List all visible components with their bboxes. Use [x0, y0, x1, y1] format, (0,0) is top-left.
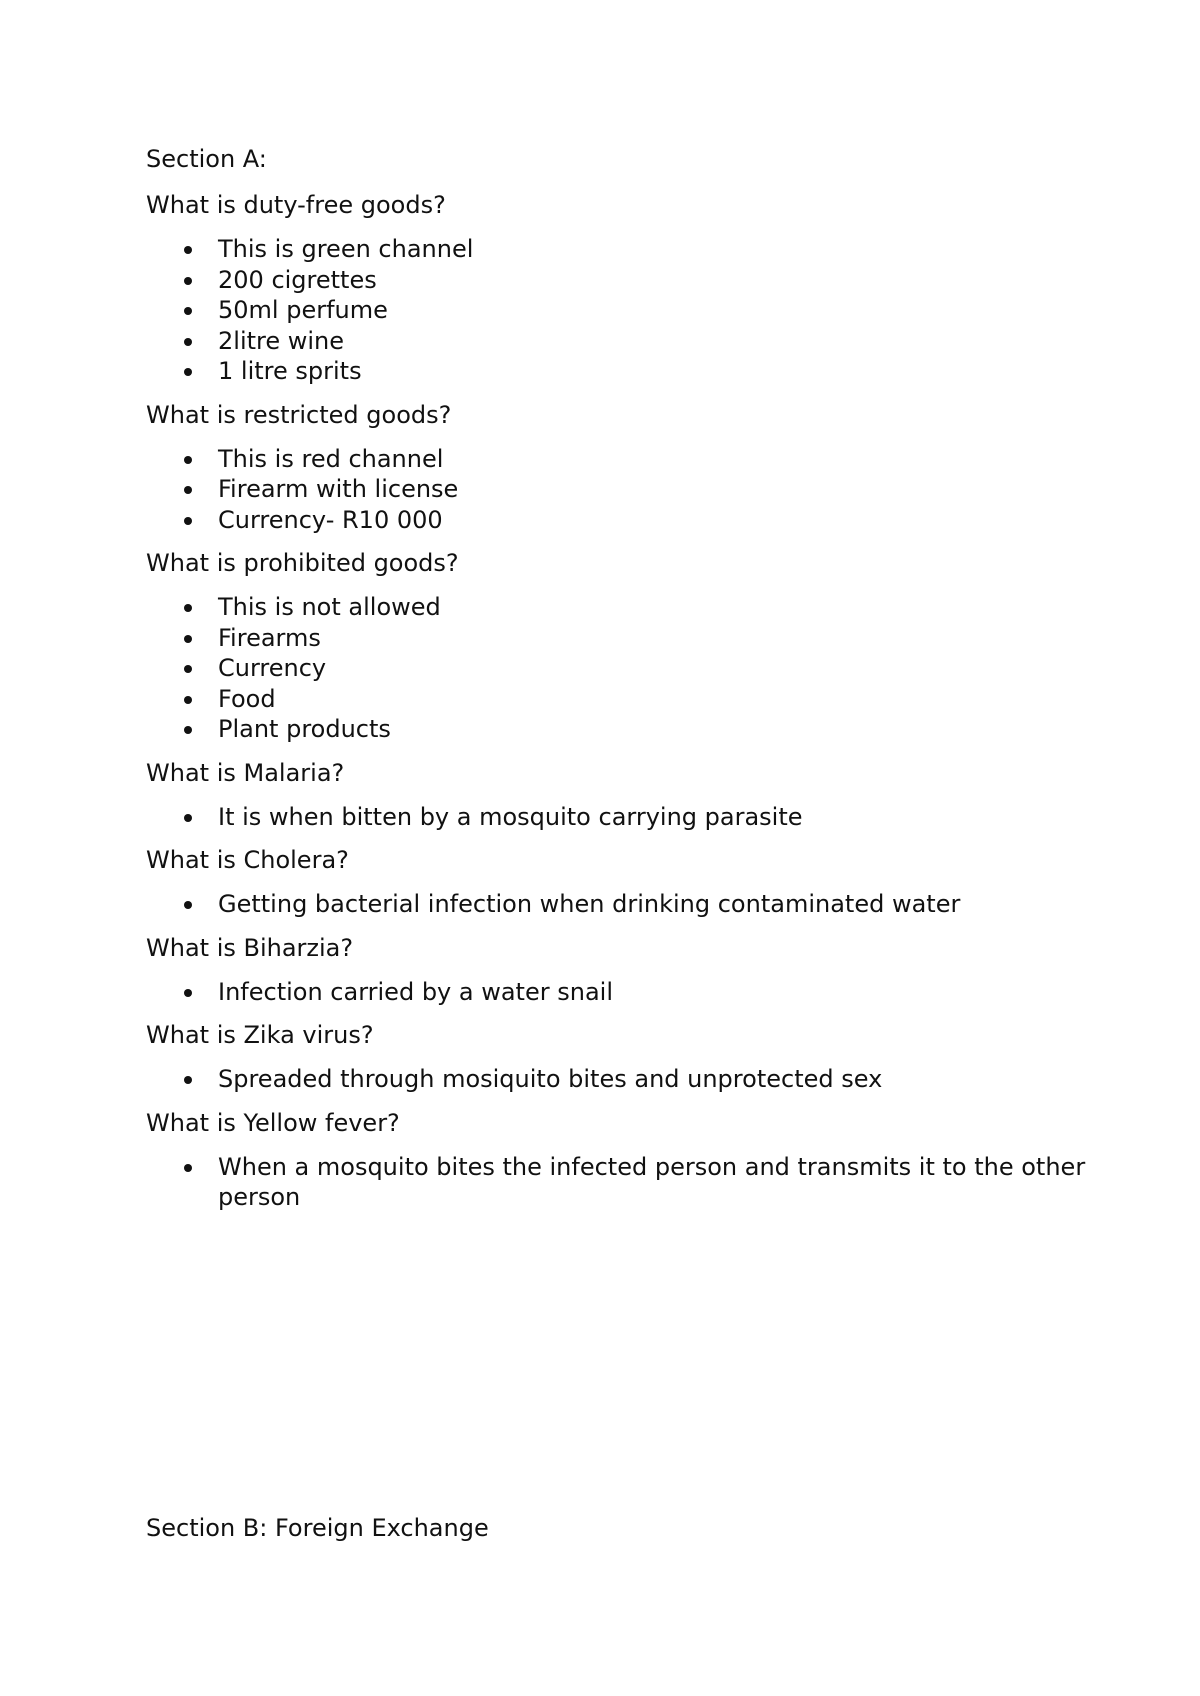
answer-item — [146, 444, 1086, 475]
question-block — [146, 548, 1086, 745]
bullet-icon — [184, 635, 192, 643]
answer-list — [146, 444, 1086, 536]
answer-text: 50ml perfume — [218, 296, 388, 324]
bullet-icon — [184, 456, 192, 464]
answer-item — [146, 592, 1086, 623]
question-text: What is prohibited goods? — [146, 549, 459, 577]
question-block — [146, 1108, 1086, 1213]
answer-text: Getting bacterial infection when drinking contaminated water — [218, 890, 961, 918]
answer-list — [146, 1064, 1086, 1095]
answer-text: This is green channel — [218, 235, 474, 263]
section-a-heading: Section A: — [146, 145, 267, 173]
answer-item — [146, 1064, 1086, 1095]
bullet-icon — [184, 517, 192, 525]
bullet-icon — [184, 726, 192, 734]
answer-list — [146, 592, 1086, 745]
answer-text: This is red channel — [218, 444, 444, 473]
bullet-icon — [184, 246, 192, 254]
bullet-icon — [184, 1076, 192, 1084]
answer-item — [146, 714, 1086, 745]
question-block — [146, 933, 1086, 1008]
question-text: What is duty-free goods? — [146, 191, 446, 219]
question-text: What is Zika virus? — [146, 1021, 374, 1049]
answer-text: Firearm with license — [218, 475, 459, 503]
answer-item — [146, 684, 1086, 715]
section-a-content — [146, 190, 1086, 1226]
answer-text: 2litre wine — [218, 326, 345, 355]
answer-item — [146, 623, 1086, 654]
answer-item — [146, 889, 1086, 920]
question-text: What is restricted goods? — [146, 400, 452, 429]
bullet-icon — [184, 277, 192, 285]
answer-text: Spreaded through mosiquito bites and unprotected sex — [218, 1065, 883, 1093]
answer-item — [146, 1152, 1086, 1213]
answer-text: When a mosquito bites the infected person and transmits it to the other person — [218, 1152, 1086, 1211]
answer-list — [146, 1152, 1086, 1213]
answer-text: This is not allowed — [218, 593, 441, 621]
question-text: What is Cholera? — [146, 846, 349, 874]
bullet-icon — [184, 989, 192, 997]
section-b-heading: Section B: Foreign Exchange — [146, 1514, 489, 1542]
question-text: What is Yellow fever? — [146, 1108, 400, 1137]
answer-text: Currency- R10 000 — [218, 505, 443, 534]
question-text: What is Biharzia? — [146, 933, 354, 962]
bullet-icon — [184, 368, 192, 376]
answer-list — [146, 234, 1086, 387]
bullet-icon — [184, 307, 192, 315]
answer-item — [146, 295, 1086, 326]
bullet-icon — [184, 696, 192, 704]
answer-list — [146, 889, 1086, 920]
answer-text: 200 cigrettes — [218, 265, 377, 294]
answer-item — [146, 977, 1086, 1008]
bullet-icon — [184, 665, 192, 673]
question-block — [146, 758, 1086, 833]
bullet-icon — [184, 1164, 192, 1172]
answer-item — [146, 326, 1086, 357]
answer-list — [146, 802, 1086, 833]
answer-list — [146, 977, 1086, 1008]
answer-item — [146, 234, 1086, 265]
question-block — [146, 845, 1086, 920]
answer-item — [146, 653, 1086, 684]
question-text: What is Malaria? — [146, 758, 345, 787]
answer-text: Currency — [218, 654, 327, 682]
answer-text: Infection carried by a water snail — [218, 977, 613, 1006]
answer-text: Firearms — [218, 623, 321, 652]
bullet-icon — [184, 604, 192, 612]
bullet-icon — [184, 486, 192, 494]
answer-text: It is when bitten by a mosquito carrying parasite — [218, 802, 803, 831]
bullet-icon — [184, 338, 192, 346]
answer-item — [146, 265, 1086, 296]
question-block — [146, 1020, 1086, 1095]
answer-text: 1 litre sprits — [218, 357, 362, 385]
question-block — [146, 190, 1086, 387]
bullet-icon — [184, 814, 192, 822]
question-block — [146, 400, 1086, 536]
bullet-icon — [184, 901, 192, 909]
answer-item — [146, 356, 1086, 387]
answer-item — [146, 474, 1086, 505]
answer-item — [146, 802, 1086, 833]
answer-item — [146, 505, 1086, 536]
answer-text: Plant products — [218, 715, 391, 743]
answer-text: Food — [218, 684, 276, 713]
